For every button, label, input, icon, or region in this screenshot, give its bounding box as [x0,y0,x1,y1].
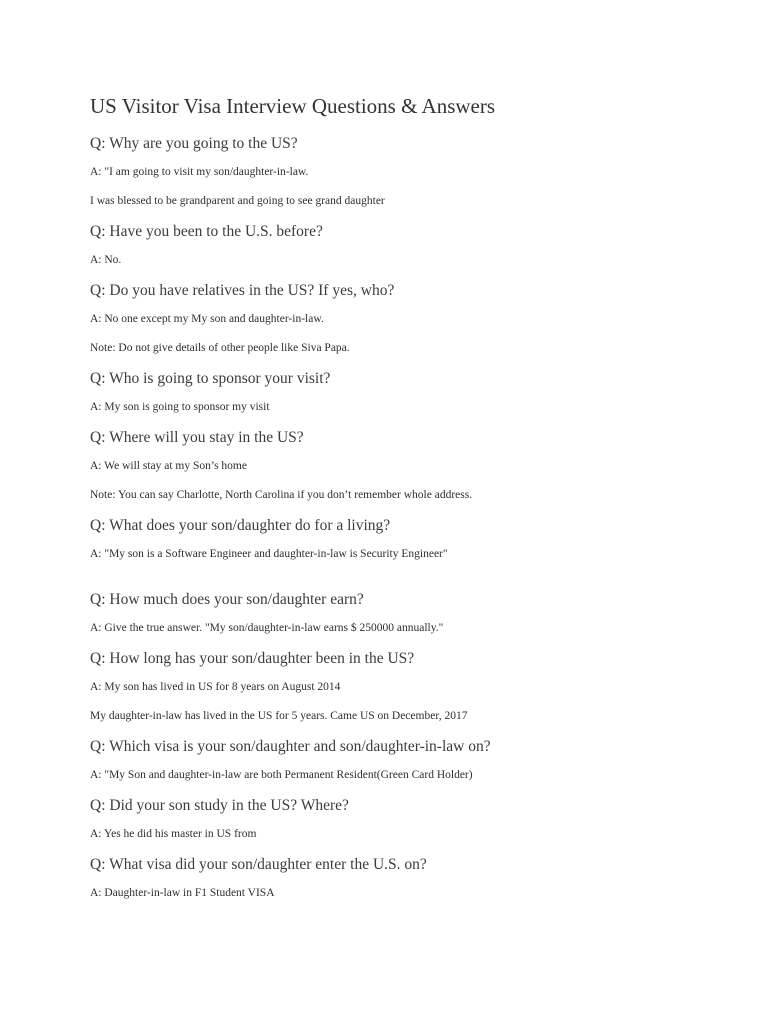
answer: A: "I am going to visit my son/daughter-in-law. [90,166,309,178]
question: Q: What does your son/daughter do for a living? [90,517,391,534]
answer: A: "My Son and daughter-in-law are both Permanent Resident(Green Card Holder) [90,769,473,781]
question: Q: Which visa is your son/daughter and son/daughter-in-law on? [90,738,491,755]
question: Q: Do you have relatives in the US? If yes, who? [90,282,395,299]
answer: A: Daughter-in-law in F1 Student VISA [90,887,275,899]
question: Q: Where will you stay in the US? [90,429,304,446]
answer: A: Yes he did his master in US from [90,828,257,840]
answer: A: "My son is a Software Engineer and daughter-in-law is Security Engineer" [90,548,448,560]
answer: A: My son is going to sponsor my visit [90,401,270,413]
answer: A: No. [90,254,122,266]
answer-continuation: I was blessed to be grandparent and going to see grand daughter [90,195,385,207]
answer: A: No one except my My son and daughter-in-law. [90,313,324,325]
question: Q: Did your son study in the US? Where? [90,797,349,814]
answer: A: We will stay at my Son’s home [90,460,247,472]
answer-continuation: My daughter-in-law has lived in the US for 5 years. Came US on December, 2017 [90,710,468,722]
question: Q: Who is going to sponsor your visit? [90,370,331,387]
question: Q: Have you been to the U.S. before? [90,223,323,240]
answer: A: Give the true answer. "My son/daughter-in-law earns $ 250000 annually." [90,622,444,634]
question: Q: How much does your son/daughter earn? [90,591,364,608]
note: Note: Do not give details of other people like Siva Papa. [90,342,350,354]
note: Note: You can say Charlotte, North Carolina if you don’t remember whole address. [90,489,473,501]
question: Q: How long has your son/daughter been in the US? [90,650,415,667]
answer: A: My son has lived in US for 8 years on August 2014 [90,681,341,693]
question: Q: What visa did your son/daughter enter the U.S. on? [90,856,427,873]
document-title: US Visitor Visa Interview Questions & Answers [90,94,496,118]
question: Q: Why are you going to the US? [90,135,298,152]
